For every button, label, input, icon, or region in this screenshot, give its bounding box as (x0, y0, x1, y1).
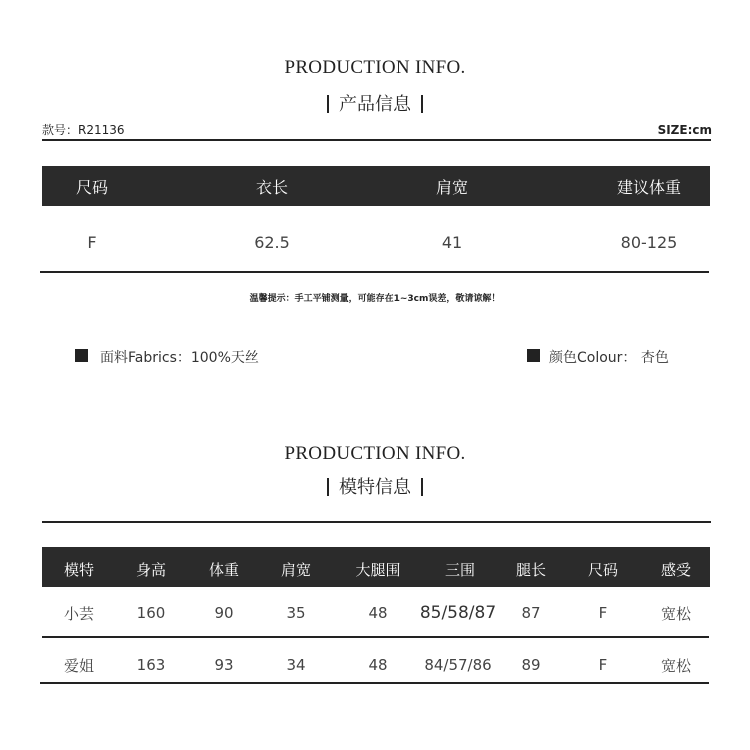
leg-length-cell: 87 (521, 604, 541, 622)
title-left-bar (327, 478, 329, 496)
header-rule (42, 139, 711, 141)
shoulder-cell: 34 (286, 656, 306, 674)
height-cell: 163 (136, 656, 166, 674)
model-info-title-cn (0, 473, 750, 499)
title-right-bar (421, 478, 423, 496)
size-cell: F (87, 232, 97, 252)
model-row (42, 593, 710, 633)
shoulder-cell: 35 (286, 604, 306, 622)
fabric-bullet-icon (75, 349, 88, 362)
height-header-cell: 身高 (135, 560, 166, 579)
height-cell: 160 (136, 604, 166, 622)
title-left-bar (327, 95, 329, 113)
measurements-cell: 84/57/86 (424, 656, 492, 674)
model-table-bottom-rule (40, 682, 709, 684)
thigh-header-cell: 大腿围 (355, 560, 401, 579)
size-table-row (42, 222, 710, 262)
size-cell: F (598, 656, 608, 674)
fabric-info: 面料Fabrics：100%天丝 (100, 350, 259, 366)
weight-cell: 90 (214, 604, 234, 622)
fit-cell: 宽松 (660, 656, 691, 675)
shoulder-header-cell: 肩宽 (435, 177, 468, 197)
shoulder-cell: 41 (441, 232, 463, 252)
style-number: 款号：R21136 (42, 123, 125, 137)
size-header-cell: 尺码 (75, 177, 108, 197)
colour-bullet-icon (527, 349, 540, 362)
title-right-bar (421, 95, 423, 113)
model-header-cell: 模特 (63, 560, 94, 579)
fit-header-cell: 感受 (660, 560, 691, 579)
model-name-cell: 爱姐 (63, 656, 94, 675)
weight-header-cell: 体重 (208, 560, 239, 579)
product-info-title-cn (0, 90, 750, 116)
leg-length-cell: 89 (521, 656, 541, 674)
fit-cell: 宽松 (660, 604, 691, 623)
length-header-cell: 衣长 (255, 177, 288, 197)
size-header-cell: 尺码 (587, 560, 618, 579)
model-info-title-en: PRODUCTION INFO. (284, 443, 466, 464)
shoulder-header-cell: 肩宽 (280, 560, 311, 579)
weight-cell: 93 (214, 656, 234, 674)
model-header-rule (42, 521, 711, 523)
model-info-title-cn-text: 模特信息 (339, 477, 411, 498)
thigh-cell: 48 (368, 604, 388, 622)
weight-cell: 80-125 (620, 232, 678, 252)
product-info-title-cn-text: 产品信息 (339, 94, 411, 115)
measurements-cell: 85/58/87 (419, 603, 497, 623)
size-table-header (42, 166, 710, 206)
length-cell: 62.5 (254, 232, 290, 252)
colour-info: 颜色Colour： 杏色 (549, 350, 669, 366)
size-unit: SIZE:cm (657, 123, 712, 137)
measurement-note: 温馨提示：手工平铺测量，可能存在1~3cm误差，敬请谅解！ (249, 294, 501, 304)
size-cell: F (598, 604, 608, 622)
model-row (42, 645, 710, 685)
measurements-header-cell: 三围 (444, 560, 475, 579)
leg-length-header-cell: 腿长 (515, 560, 546, 579)
size-table-bottom-rule (40, 271, 709, 273)
model-table-header (42, 547, 710, 587)
weight-header-cell: 建议体重 (616, 177, 681, 197)
thigh-cell: 48 (368, 656, 388, 674)
product-info-title-en: PRODUCTION INFO. (284, 57, 466, 78)
model-row-divider (42, 636, 709, 638)
model-name-cell: 小芸 (63, 604, 94, 623)
